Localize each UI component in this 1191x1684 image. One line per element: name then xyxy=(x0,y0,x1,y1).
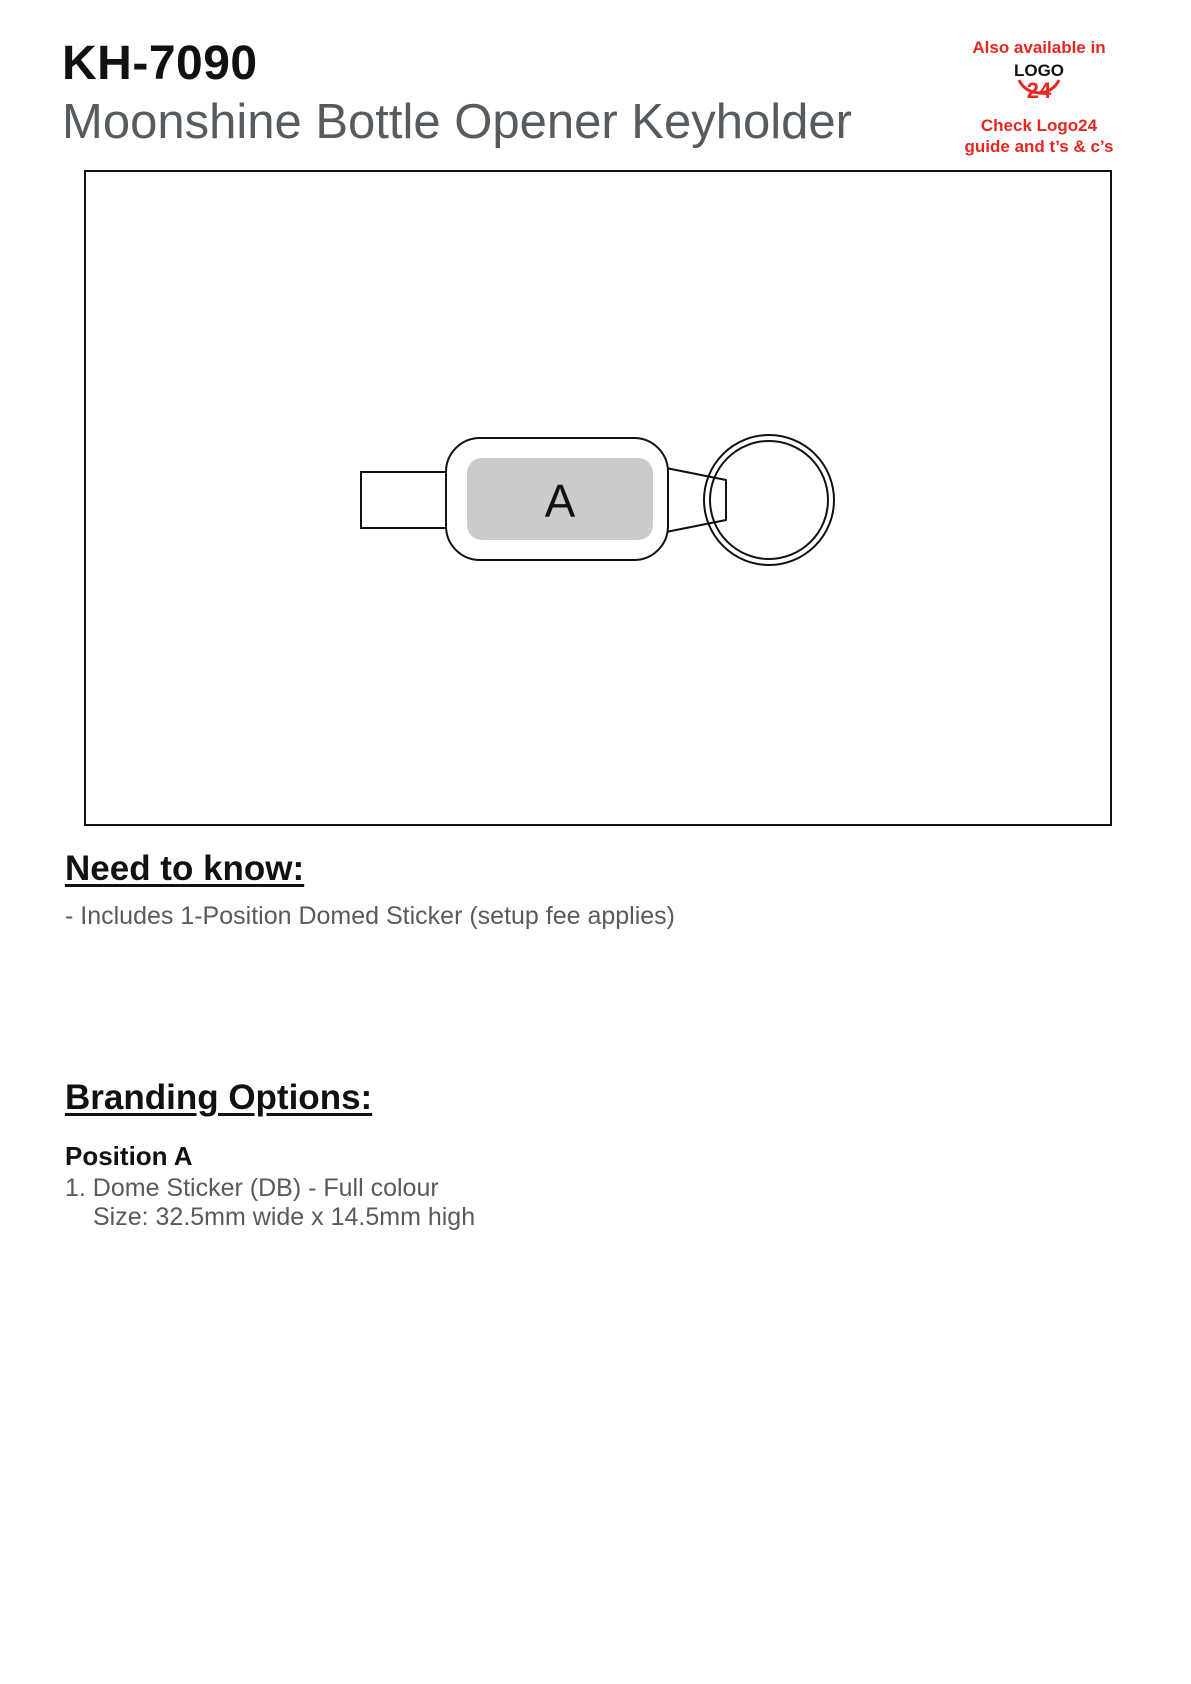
branding-options-heading: Branding Options: xyxy=(65,1078,373,1117)
logo24-terms-text: guide and t’s & c’s xyxy=(964,136,1114,156)
logo24-word: LOGO xyxy=(1013,61,1065,81)
position-a-label: A xyxy=(544,475,576,527)
logo24-badge xyxy=(944,38,1134,157)
logo24-check-text: Check Logo24 xyxy=(980,116,1098,136)
branding-size: Size: 32.5mm wide x 14.5mm high xyxy=(93,1203,476,1231)
opener-tab xyxy=(361,472,447,528)
logo24-number: 24 xyxy=(1026,78,1052,104)
key-ring-inner xyxy=(710,441,828,559)
branding-method: 1. Dome Sticker (DB) - Full colour xyxy=(65,1174,439,1202)
need-to-know-heading: Need to know: xyxy=(65,849,305,888)
position-a-heading: Position A xyxy=(65,1141,193,1171)
keyholder-line-drawing xyxy=(86,172,1114,828)
logo24-icon xyxy=(1007,60,1071,112)
ring-connector xyxy=(661,467,726,533)
product-code: KH-7090 xyxy=(62,37,258,90)
need-to-know-item: - Includes 1-Position Domed Sticker (setup fee applies) xyxy=(65,902,676,930)
product-title: Moonshine Bottle Opener Keyholder xyxy=(62,95,852,149)
product-drawing-frame xyxy=(84,170,1112,826)
logo24-top-text: Also available in xyxy=(972,38,1106,57)
